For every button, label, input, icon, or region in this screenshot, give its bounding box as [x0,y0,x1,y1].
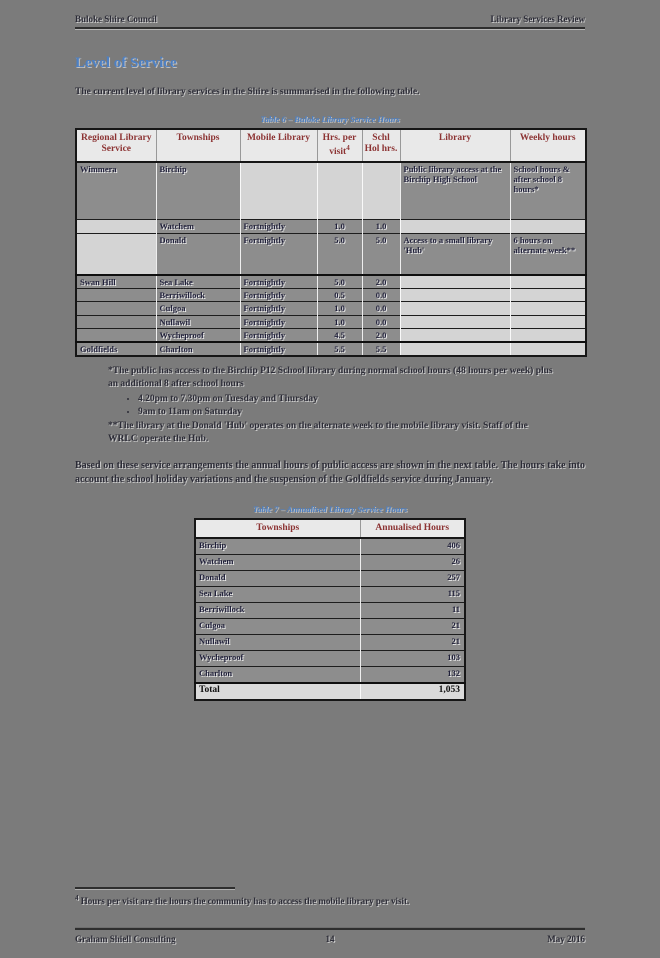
table-row [195,650,465,666]
cell-township: Sea Lake [156,275,240,289]
page-header [75,14,585,29]
table-row [195,586,465,602]
table-row [195,666,465,683]
cell-township: Donald [156,233,240,275]
cell-regional [76,315,156,328]
cell-library: Public library access at the Birchip High School [400,162,510,219]
cell-hrs: 1.0 [317,219,362,233]
col-header-library: Library [400,129,510,162]
col-header-hrs-per-visit: Hrs. per visit$^4$ [317,129,362,162]
cell-regional [76,233,156,275]
cell-hrs [317,162,362,219]
cell-mobile: Fortnightly [240,328,317,342]
cell-hrs: 5.5 [317,342,362,356]
cell-regional [76,289,156,302]
col-header-schl-hol: Schl Hol hrs. [362,129,400,162]
cell-township: Berriwillock [156,289,240,302]
cell-regional: Swan Hill [76,275,156,289]
cell-weekly [510,275,586,289]
cell-township: Berriwillock [195,602,360,618]
cell-township: Culgoa [195,618,360,634]
cell-weekly [510,315,586,328]
col-header-weekly: Weekly hours [510,129,586,162]
cell-weekly [510,328,586,342]
cell-township: Wycheproof [156,328,240,342]
cell-mobile: Fortnightly [240,233,317,275]
intro-paragraph: The current level of library services in the Shire is summarised in the following table. [75,87,420,97]
cell-mobile [240,162,317,219]
footnote [75,894,585,906]
col-header-townships: Townships [195,519,360,538]
cell-regional [76,328,156,342]
cell-hrs: 5.0 [317,275,362,289]
cell-weekly [510,219,586,233]
table6-header-row [76,129,586,162]
cell-hours: 21 [360,634,465,650]
table7-header-row [195,519,465,538]
footnote-text: Hours per visit are the hours the community has to access the mobile library per visit. [78,896,410,906]
cell-library [400,219,510,233]
col-header-townships: Townships [156,129,240,162]
cell-hrs: 0.5 [317,289,362,302]
cell-hours: 26 [360,554,465,570]
cell-township: Donald [195,570,360,586]
cell-hours: 103 [360,650,465,666]
cell-township: Charlton [156,342,240,356]
table-row [76,342,586,356]
cell-township: Nullawil [195,634,360,650]
cell-schl: 0.0 [362,289,400,302]
table-row [195,538,465,555]
table-row [76,315,586,328]
table6-caption: Table 6 – Buloke Library Service Hours [260,114,400,124]
service-hours-table [75,128,587,357]
cell-library [400,342,510,356]
cell-schl: 0.0 [362,302,400,315]
cell-hours: 257 [360,570,465,586]
cell-weekly: School hours & after school 8 hours* [510,162,586,219]
cell-mobile: Fortnightly [240,302,317,315]
table7-caption: Table 7 – Annualised Library Service Hours [252,504,408,514]
col-header-regional: Regional Library Service [76,129,156,162]
cell-weekly: 6 hours on alternate week** [510,233,586,275]
cell-hrs: 4.5 [317,328,362,342]
cell-weekly [510,342,586,356]
cell-mobile: Fortnightly [240,315,317,328]
cell-regional: Wimmera [76,162,156,219]
cell-schl [362,162,400,219]
col-header-annualised-hours: Annualised Hours [360,519,465,538]
cell-schl: 1.0 [362,219,400,233]
cell-hrs: 1.0 [317,315,362,328]
cell-schl: 0.0 [362,315,400,328]
footer-date: May 2016 [547,934,585,944]
cell-library [400,275,510,289]
cell-township: Wycheproof [195,650,360,666]
note-school-access: *The public has access to the Birchip P12 School library during normal school hours (48 hours per week) plus an additional 8 after school hours [108,366,553,389]
table-row [76,219,586,233]
cell-township: Watchem [195,554,360,570]
annual-hours-paragraph: Based on these service arrangements the annual hours of public access are shown in the next table. The hours take into account the school holiday variations and the suspension of the Goldfields service during January. [75,460,585,485]
page-number: 14 [325,934,335,944]
table-row [76,289,586,302]
cell-hours: 11 [360,602,465,618]
section-title: Level of Service [75,55,177,71]
table-row [76,328,586,342]
cell-mobile: Fortnightly [240,275,317,289]
cell-regional [76,302,156,315]
cell-weekly [510,289,586,302]
cell-hours: 406 [360,538,465,555]
cell-hrs: 5.0 [317,233,362,275]
cell-township: Culgoa [156,302,240,315]
table-row [76,162,586,219]
list-item: • 4.20pm to 7.30pm on Tuesday and Thursday [138,393,555,406]
cell-library [400,328,510,342]
total-row [195,683,465,700]
header-left-text: Buloke Shire Council [75,14,157,24]
col-header-mobile: Mobile Library [240,129,317,162]
note-donald-hub: **The library at the Donald 'Hub' operates on the alternate week to the mobile library visit. Staff of the WRLC operate the Hub. [108,421,528,445]
cell-regional: Goldfields [76,342,156,356]
page-footer [75,928,585,944]
cell-township: Nullawil [156,315,240,328]
footnote-marker: 4 [75,894,79,902]
table-row [76,302,586,315]
table-row [76,275,586,289]
cell-regional [76,219,156,233]
total-value: 1,053 [360,683,465,700]
table-row [76,233,586,275]
cell-hours: 115 [360,586,465,602]
cell-library [400,302,510,315]
cell-schl: 5.0 [362,233,400,275]
list-item: • 9am to 11am on Saturday [138,406,555,419]
cell-township: Sea Lake [195,586,360,602]
table-row [195,570,465,586]
cell-mobile: Fortnightly [240,342,317,356]
annualised-hours-table [194,518,466,701]
cell-hours: 21 [360,618,465,634]
table-row [195,602,465,618]
footnote-marker: 4 [346,143,350,152]
cell-township: Birchip [156,162,240,219]
cell-mobile: Fortnightly [240,219,317,233]
total-label: Total [195,683,360,700]
cell-schl: 2.0 [362,275,400,289]
cell-hrs: 1.0 [317,302,362,315]
cell-schl: 2.0 [362,328,400,342]
cell-mobile: Fortnightly [240,289,317,302]
page-bottom [75,887,585,950]
table-row [195,634,465,650]
footnote-separator [75,887,235,889]
cell-hours: 132 [360,666,465,683]
table-row [195,554,465,570]
table-row [195,618,465,634]
cell-schl: 5.5 [362,342,400,356]
cell-township: Watchem [156,219,240,233]
cell-library: Access to a small library 'Hub' [400,233,510,275]
cell-township: Birchip [195,538,360,555]
cell-library [400,315,510,328]
table6-notes [108,365,555,446]
footer-author: Graham Shiell Consulting [75,934,176,944]
cell-township: Charlton [195,666,360,683]
note-bullet-list [108,393,555,419]
cell-library [400,289,510,302]
cell-weekly [510,302,586,315]
header-right-text: Library Services Review [490,14,585,24]
